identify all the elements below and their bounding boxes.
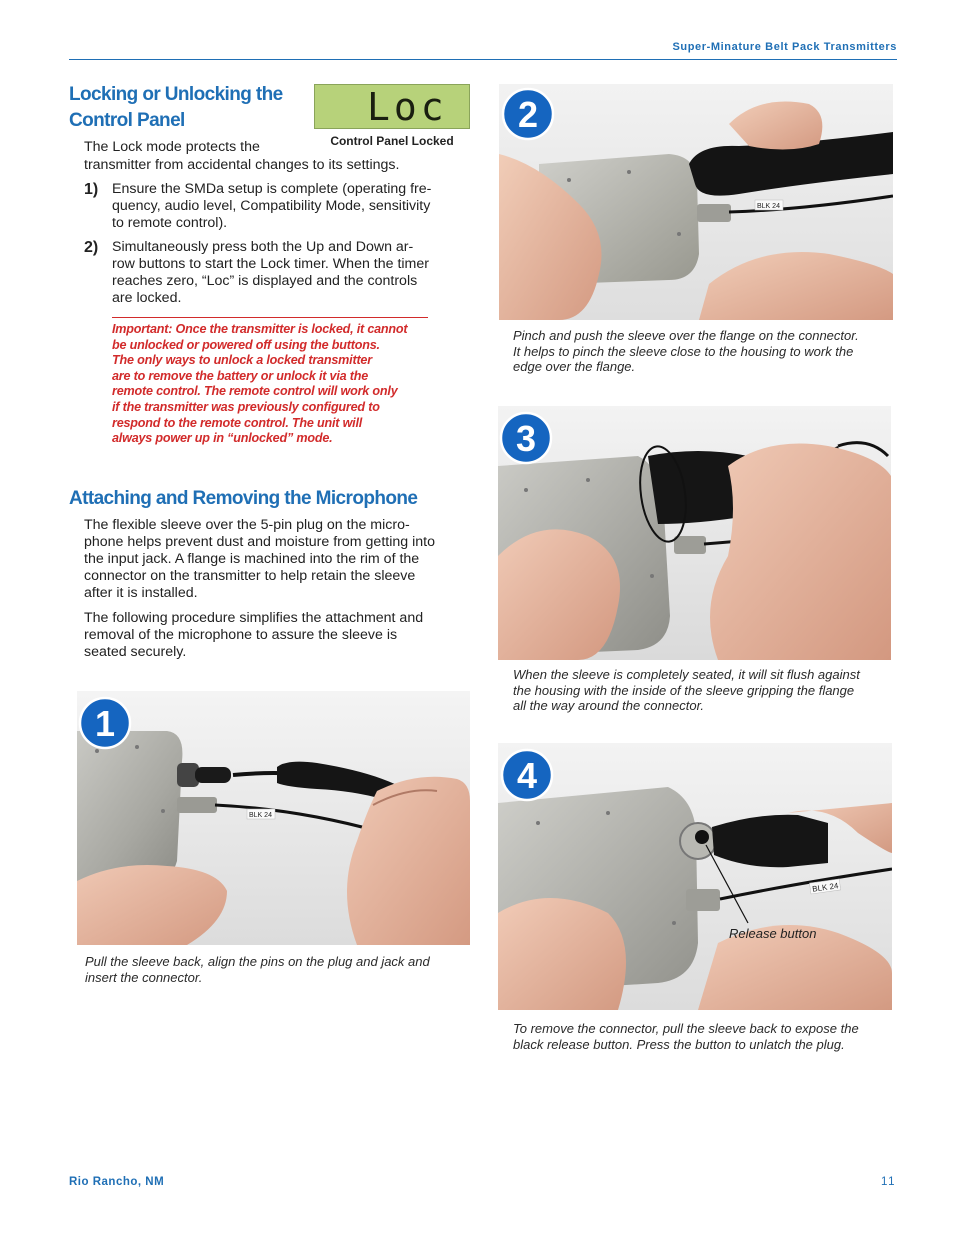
running-header: Super-Minature Belt Pack Transmitters bbox=[672, 41, 897, 53]
step-text bbox=[112, 239, 464, 307]
step-badge: 1 bbox=[94, 703, 116, 744]
photo-step-2-caption bbox=[513, 328, 898, 375]
photo-step-3-caption bbox=[513, 667, 898, 714]
footer-location: Rio Rancho, NM bbox=[69, 1176, 165, 1188]
mic-paragraph-2 bbox=[84, 610, 479, 661]
important-line: Important: Once the transmitter is locked, it cannot bbox=[112, 322, 408, 336]
lock-heading-line1: Locking or Unlocking the bbox=[69, 84, 283, 105]
step-line: are locked. bbox=[112, 290, 182, 306]
paragraph-line: the input jack. A flange is machined into the rim of the bbox=[84, 551, 420, 567]
caption-line: When the sleeve is completely seated, it will sit flush against bbox=[513, 667, 860, 682]
caption-line: It helps to pinch the sleeve close to the housing to work the bbox=[513, 343, 854, 359]
photo-step-1 bbox=[77, 691, 470, 945]
paragraph-line: connector on the transmitter to help retain the sleeve bbox=[84, 568, 416, 584]
caption-line: insert the connector. bbox=[85, 969, 203, 985]
release-button-callout: Release button bbox=[729, 926, 817, 941]
lock-heading-line2: Control Panel bbox=[69, 110, 185, 131]
photo-step-3 bbox=[498, 406, 891, 660]
lock-intro-line1: The Lock mode protects the bbox=[84, 139, 260, 155]
mic-paragraph-1 bbox=[84, 517, 479, 602]
caption-line: all the way around the connector. bbox=[513, 698, 705, 714]
step-number: 1) bbox=[84, 181, 99, 198]
lock-heading bbox=[69, 82, 309, 134]
step-badge: 4 bbox=[516, 755, 538, 796]
lcd-readout: Loc bbox=[367, 85, 448, 129]
photo-step-4 bbox=[498, 743, 892, 1010]
caption-line: Pull the sleeve back, align the pins on the plug and jack and bbox=[85, 954, 430, 969]
lcd-display bbox=[314, 84, 470, 129]
important-line: respond to the remote control. The unit will bbox=[112, 415, 363, 430]
step-number: 2) bbox=[84, 239, 99, 256]
page-number: 11 bbox=[881, 1176, 896, 1188]
important-line: remote control. The remote control will work only bbox=[112, 384, 398, 399]
lock-intro-line2: transmitter from accidental changes to its settings. bbox=[84, 157, 400, 173]
step-text bbox=[112, 181, 464, 232]
important-note bbox=[112, 322, 442, 447]
paragraph-line: The following procedure simplifies the attachment and bbox=[84, 610, 424, 626]
caption-line: To remove the connector, pull the sleeve back to expose the bbox=[513, 1021, 859, 1036]
caption-line: Pinch and push the sleeve over the flange on the connector. bbox=[513, 328, 859, 343]
header-divider bbox=[69, 59, 897, 60]
step-line: quency, audio level, Compatibility Mode, sensitivity bbox=[112, 198, 431, 214]
cable-label: BLK 24 bbox=[811, 881, 839, 894]
paragraph-line: The flexible sleeve over the 5-pin plug on the micro- bbox=[84, 517, 410, 533]
step-badge: 2 bbox=[517, 94, 539, 135]
cable-label: BLK 24 bbox=[757, 203, 780, 210]
step-badge: 3 bbox=[515, 418, 537, 459]
important-line: always power up in “unlocked” mode. bbox=[112, 431, 333, 446]
important-line: are to remove the battery or unlock it via the bbox=[112, 368, 369, 383]
lock-step-1 bbox=[84, 181, 474, 241]
step-line: row buttons to start the Lock timer. When the timer bbox=[112, 256, 429, 272]
paragraph-line: after it is installed. bbox=[84, 585, 198, 601]
lcd-caption: Control Panel Locked bbox=[330, 134, 454, 148]
cable-label: BLK 24 bbox=[249, 812, 272, 819]
caption-line: the housing with the inside of the sleeve gripping the flange bbox=[513, 682, 855, 698]
step-line: reaches zero, “Loc” is displayed and the controls bbox=[112, 273, 418, 289]
caption-line: edge over the flange. bbox=[513, 359, 636, 375]
photo-step-1-caption bbox=[85, 954, 475, 985]
step-line: to remote control). bbox=[112, 215, 228, 231]
lock-step-2 bbox=[84, 239, 474, 311]
important-divider bbox=[112, 317, 428, 318]
important-line: if the transmitter was previously configured to bbox=[112, 399, 380, 414]
important-line: be unlocked or powered off using the buttons. bbox=[112, 337, 380, 352]
photo-step-4-caption bbox=[513, 1021, 898, 1052]
paragraph-line: phone helps prevent dust and moisture from getting into bbox=[84, 534, 435, 550]
paragraph-line: removal of the microphone to assure the sleeve is bbox=[84, 627, 398, 643]
photo-step-2 bbox=[499, 84, 893, 320]
paragraph-line: seated securely. bbox=[84, 644, 187, 660]
step-line: Simultaneously press both the Up and Down ar- bbox=[112, 239, 414, 255]
caption-line: black release button. Press the button to unlatch the plug. bbox=[513, 1036, 845, 1052]
important-line: The only ways to unlock a locked transmitter bbox=[112, 353, 372, 368]
step-line: Ensure the SMDa setup is complete (operating fre- bbox=[112, 181, 432, 197]
mic-heading: Attaching and Removing the Microphone bbox=[69, 488, 418, 509]
